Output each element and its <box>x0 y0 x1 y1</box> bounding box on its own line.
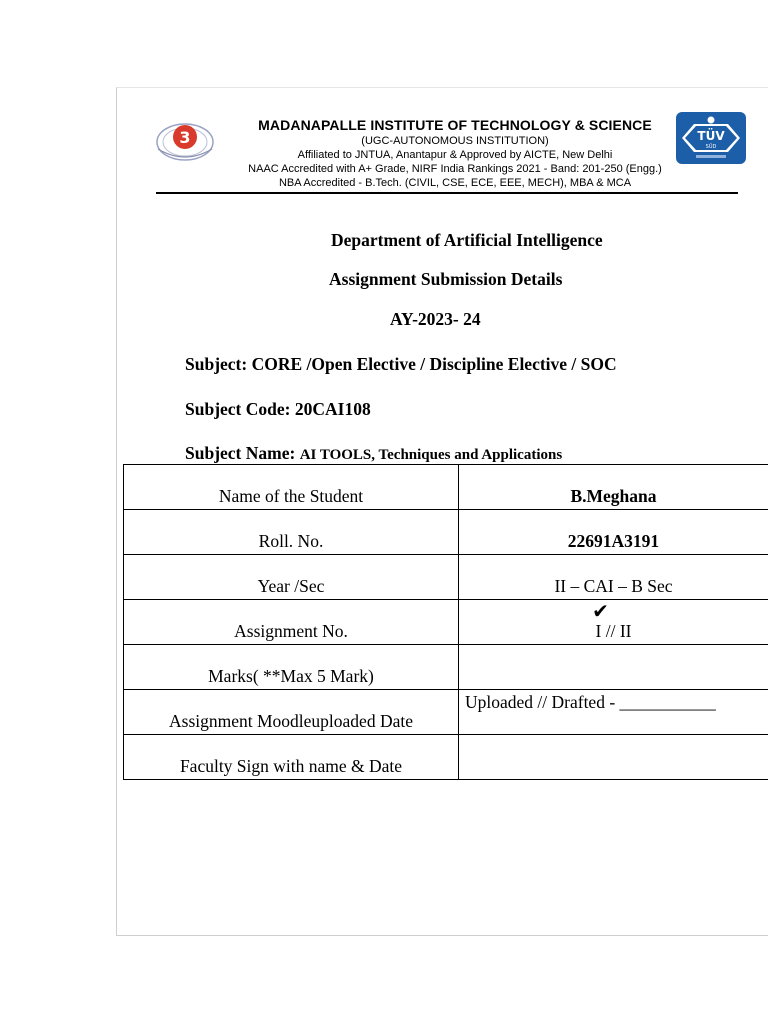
student-details-table <box>123 464 768 780</box>
row-label: Year /Sec <box>124 555 459 600</box>
row-label: Marks( **Max 5 Mark) <box>124 645 459 690</box>
document-title: Assignment Submission Details <box>329 269 563 289</box>
subject-name-line <box>185 443 562 464</box>
institution-name: MADANAPALLE INSTITUTE OF TECHNOLOGY & SCIENCE <box>258 117 652 133</box>
marks-value <box>459 645 768 690</box>
department-title: Department of Artificial Intelligence <box>331 230 603 250</box>
institution-status: (UGC-AUTONOMOUS INSTITUTION) <box>361 135 549 147</box>
row-label: Roll. No. <box>124 510 459 555</box>
academic-year: AY-2023- 24 <box>390 309 481 329</box>
year-section-value: II – CAI – B Sec <box>459 555 768 600</box>
subject-code-label: Subject Code: <box>185 399 291 419</box>
table-row <box>124 735 768 780</box>
assignment-number-value: I // II <box>595 621 632 641</box>
affiliation-line: Affiliated to JNTUA, Anantapur & Approved by AICTE, New Delhi <box>297 149 613 161</box>
student-name-value: B.Meghana <box>459 465 768 510</box>
tuv-logo-text: TÜV <box>697 129 725 143</box>
subject-name-label: Subject Name: <box>185 443 296 463</box>
table-row <box>124 645 768 690</box>
subject-type-label: Subject: <box>185 354 248 374</box>
institution-header <box>200 116 710 190</box>
table-row <box>124 555 768 600</box>
nba-line: NBA Accredited - B.Tech. (CIVIL, CSE, ECE, EEE, MECH), MBA & MCA <box>278 177 632 189</box>
svg-text:3: 3 <box>179 128 191 147</box>
table-row <box>124 600 768 645</box>
subject-code-line <box>185 399 371 420</box>
sud-logo-text: SÜD <box>705 144 717 150</box>
upload-status-value: Uploaded // Drafted - ___________ <box>459 690 768 735</box>
row-label: Assignment Moodleuploaded Date <box>124 690 459 735</box>
header-divider <box>156 192 738 194</box>
row-label: Name of the Student <box>124 465 459 510</box>
subject-code-value: 20CAI108 <box>294 399 371 419</box>
subject-type-value: CORE /Open Elective / Discipline Elective / SOC <box>251 354 617 374</box>
table-row <box>124 510 768 555</box>
faculty-sign-value <box>459 735 768 780</box>
table-row <box>124 690 768 735</box>
roll-number-value: 22691A3191 <box>459 510 768 555</box>
checkmark-icon: ✔ <box>592 601 609 623</box>
accreditation-line: NAAC Accredited with A+ Grade, NIRF India Rankings 2021 - Band: 201-250 (Engg.) <box>248 163 662 175</box>
subject-name-value: AI TOOLS, Techniques and Applications <box>299 447 563 463</box>
assignment-number-cell <box>459 600 768 645</box>
row-label: Faculty Sign with name & Date <box>124 735 459 780</box>
table-row <box>124 465 768 510</box>
row-label: Assignment No. <box>124 600 459 645</box>
subject-type-line <box>185 354 617 375</box>
